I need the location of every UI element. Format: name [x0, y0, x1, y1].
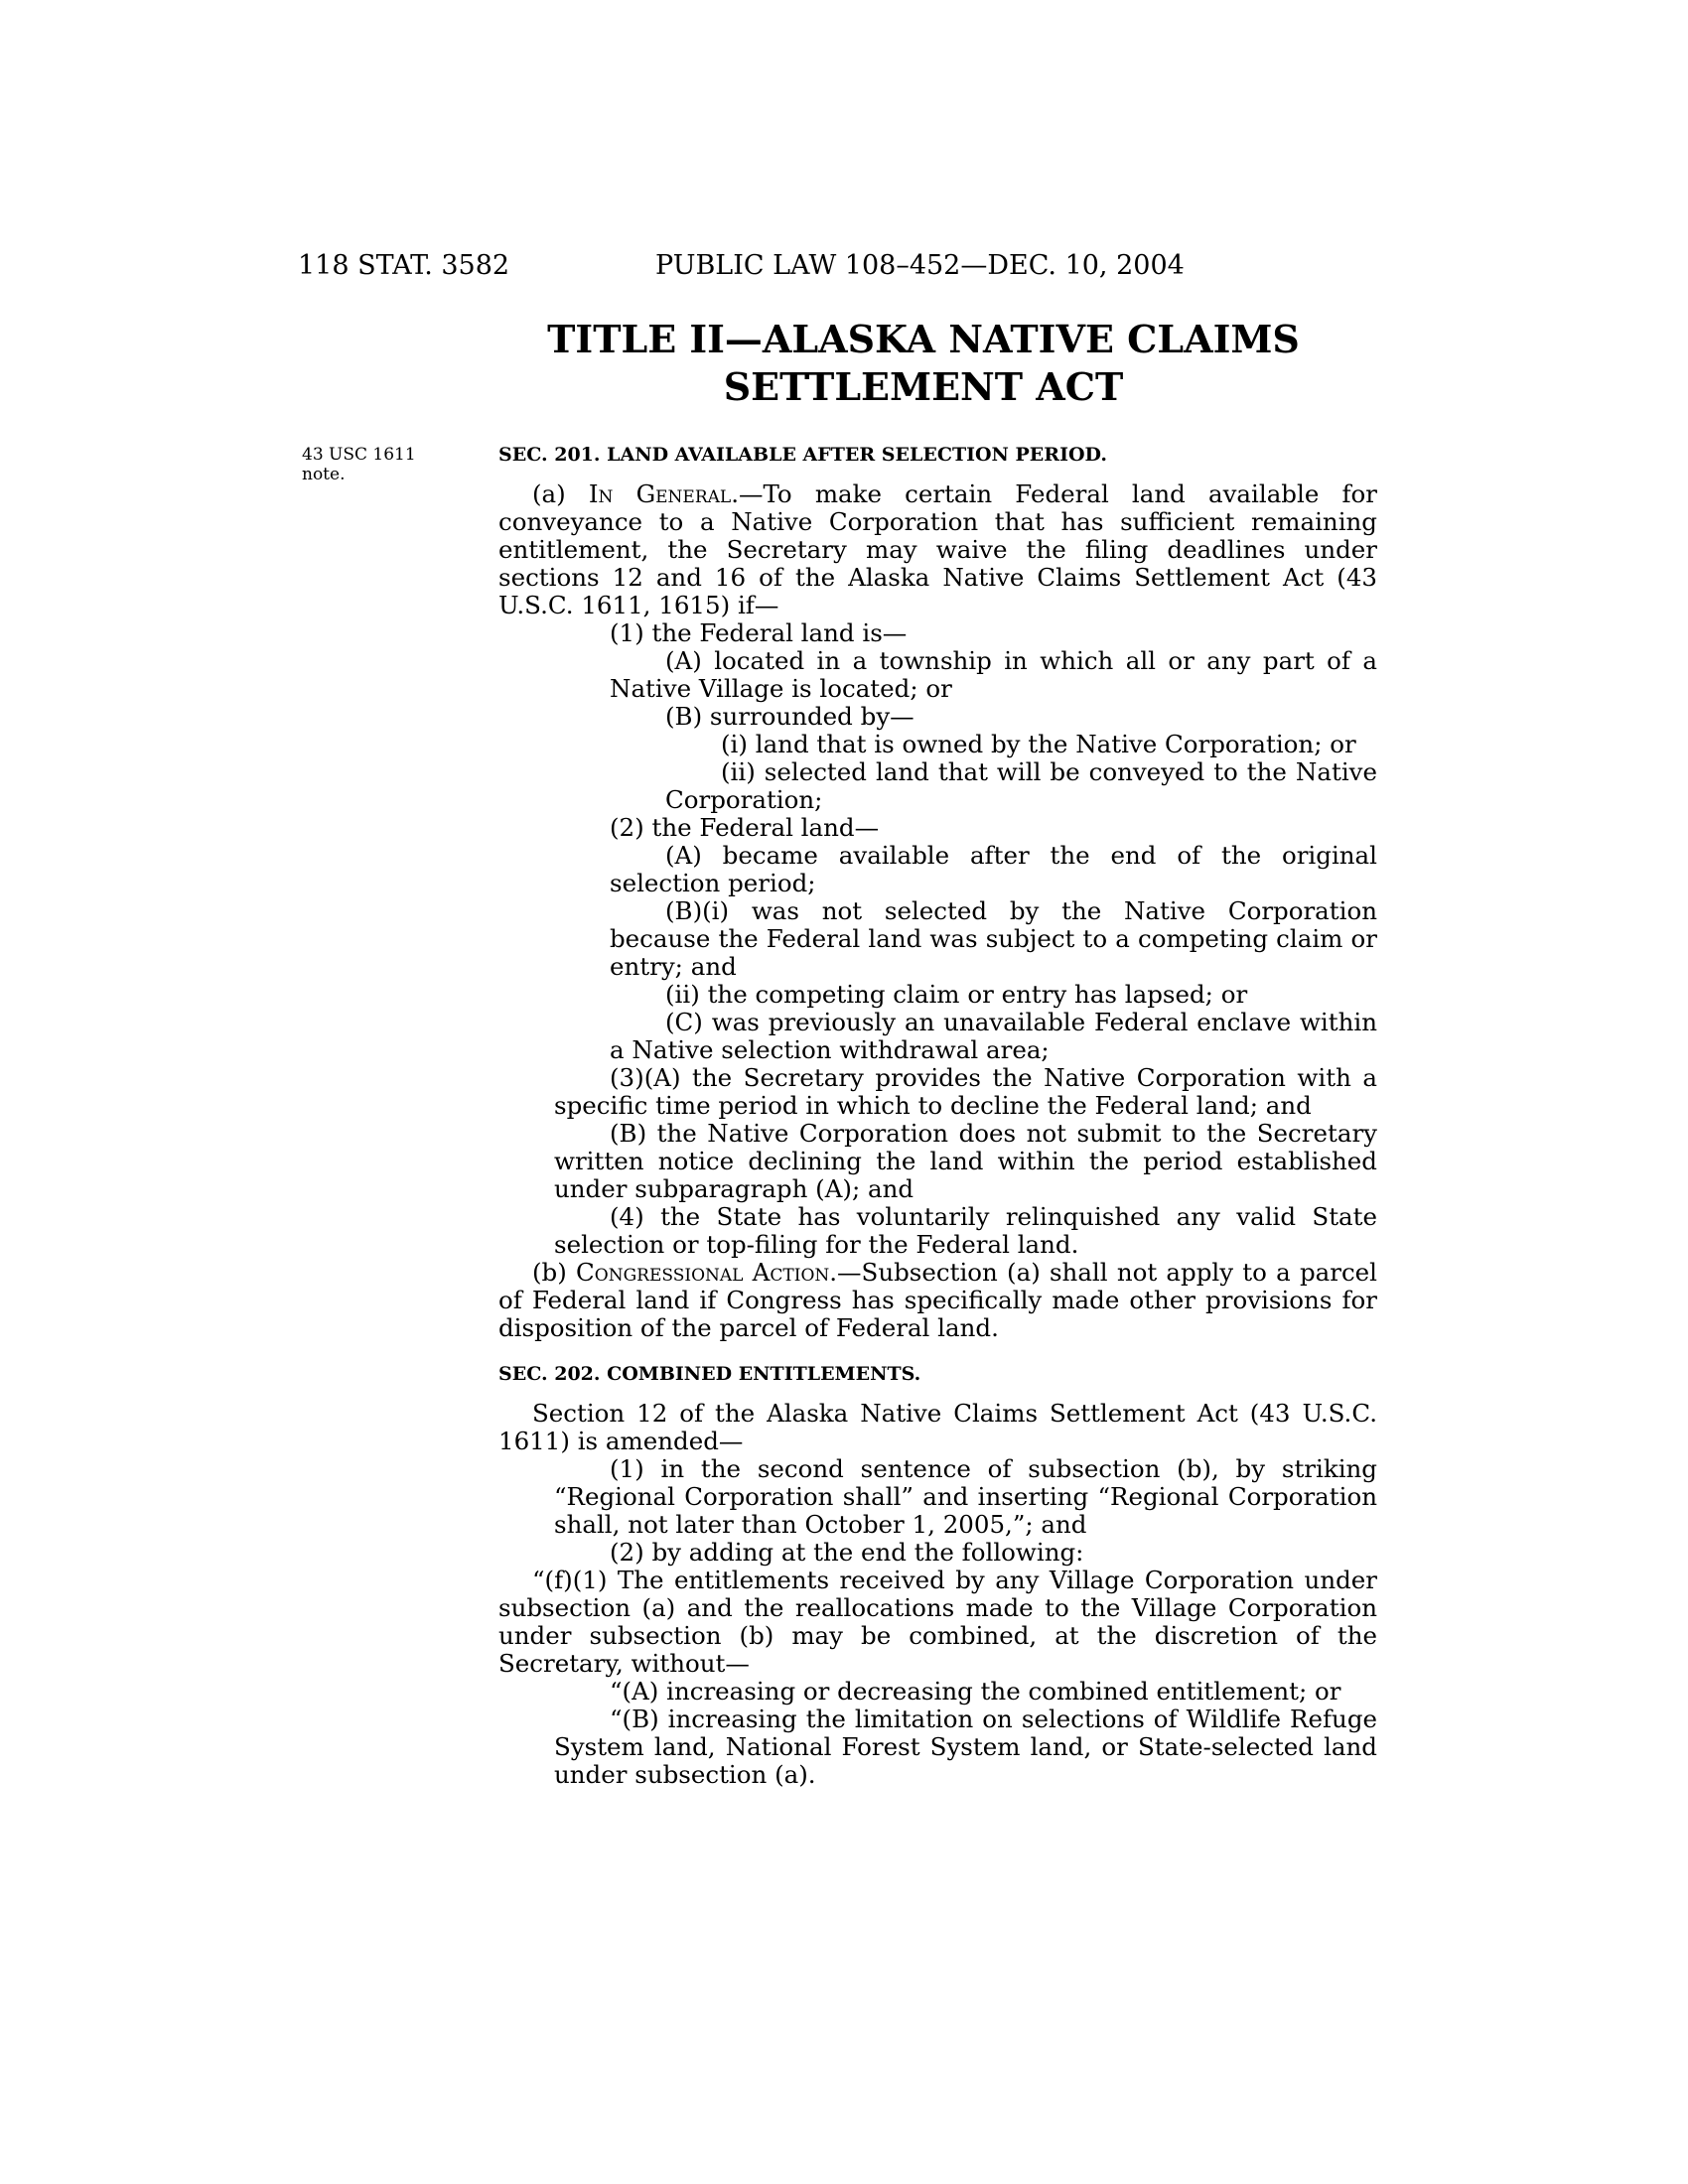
paragraph-3-B: (B) the Native Corporation does not submit to the Secretary written notice declining the land within the period established under subparagraph (A); and	[554, 1119, 1377, 1203]
margin-note-line-2: note.	[302, 465, 346, 484]
paragraph-2: (2) the Federal land—	[610, 813, 880, 842]
running-head	[298, 250, 1221, 290]
paragraph-1-B-i: (i) land that is owned by the Native Corporation; or	[721, 730, 1356, 758]
paragraph-2-C: (C) was previously an unavailable Federal enclave within a Native selection withdrawal area;	[610, 1008, 1377, 1064]
subsection-a-text: .—To make certain Federal land available for conveyance to a Native Corporation that has sufficient remaining entitlement, the Secretary may waive the filing deadlines under sections 12 and 16 of the Alaska Native Claims Settlement Act (43 U.S.C. 1611, 1615) if—	[498, 479, 1377, 619]
paragraph-4: (4) the State has voluntarily relinquished any valid State selection or top-filing for the Federal land.	[554, 1202, 1377, 1259]
section-201-heading: SEC. 201. LAND AVAILABLE AFTER SELECTION PERIOD.	[498, 444, 1107, 466]
title-heading	[496, 316, 1350, 411]
paragraph-2-B-i: (B)(i) was not selected by the Native Corporation because the Federal land was subject to a competing claim or entry; and	[610, 896, 1377, 981]
paragraph-2-A: (A) became available after the end of the original selection period;	[610, 841, 1377, 897]
section-202-subsection-f-1: “(f)(1) The entitlements received by any Village Corporation under subsection (a) and the reallocations made to the Village Corporation under subsection (b) may be combined, at the discretion of the Secretary, without—	[498, 1566, 1377, 1678]
public-law-citation: PUBLIC LAW 108–452—DEC. 10, 2004	[655, 250, 1185, 281]
paragraph-1: (1) the Federal land is—	[610, 618, 908, 647]
paragraph-1-A: (A) located in a township in which all or any part of a Native Village is located; or	[610, 646, 1377, 703]
subsection-a-label: (a)	[532, 479, 589, 508]
document-body	[498, 443, 1377, 1789]
margin-note-line-1: 43 USC 1611	[302, 445, 416, 465]
subsection-b-label: (b)	[532, 1258, 577, 1287]
subsection-b-heading: Congressional Action	[576, 1258, 830, 1287]
section-202-subparagraph-A: “(A) increasing or decreasing the combined entitlement; or	[610, 1677, 1341, 1706]
subsection-a-heading: In General	[588, 479, 732, 508]
section-202-heading: SEC. 202. COMBINED ENTITLEMENTS.	[498, 1363, 921, 1385]
section-202-paragraph-1: (1) in the second sentence of subsection (b), by striking “Regional Corporation shall” and inserting “Regional Corporation shall, not later than October 1, 2005,”; and	[554, 1454, 1377, 1539]
margin-note	[302, 445, 441, 484]
paragraph-3-A: (3)(A) the Secretary provides the Native Corporation with a specific time period in which to decline the Federal land; and	[554, 1063, 1377, 1120]
title-line-2: SETTLEMENT ACT	[723, 364, 1124, 409]
section-202-intro: Section 12 of the Alaska Native Claims Settlement Act (43 U.S.C. 1611) is amended—	[498, 1399, 1377, 1455]
subsection-b-text: .—Subsection (a) shall not apply to a parcel of Federal land if Congress has specifically made other provisions for disposition of the parcel of Federal land.	[498, 1258, 1377, 1342]
section-201-subsection-a	[498, 480, 1377, 619]
paragraph-1-B-ii: (ii) selected land that will be conveyed to the Native Corporation;	[665, 757, 1377, 814]
paragraph-2-B-ii: (ii) the competing claim or entry has lapsed; or	[665, 980, 1248, 1009]
section-202-paragraph-2: (2) by adding at the end the following:	[610, 1538, 1084, 1567]
title-line-1: TITLE II—ALASKA NATIVE CLAIMS	[547, 317, 1300, 361]
paragraph-1-B: (B) surrounded by—	[665, 702, 914, 731]
section-201-subsection-b	[498, 1259, 1377, 1342]
section-202-subparagraph-B: “(B) increasing the limitation on selections of Wildlife Refuge System land, National Forest System land, or State-selected land under subsection (a).	[554, 1705, 1377, 1789]
statute-page-number: 118 STAT. 3582	[298, 250, 510, 281]
